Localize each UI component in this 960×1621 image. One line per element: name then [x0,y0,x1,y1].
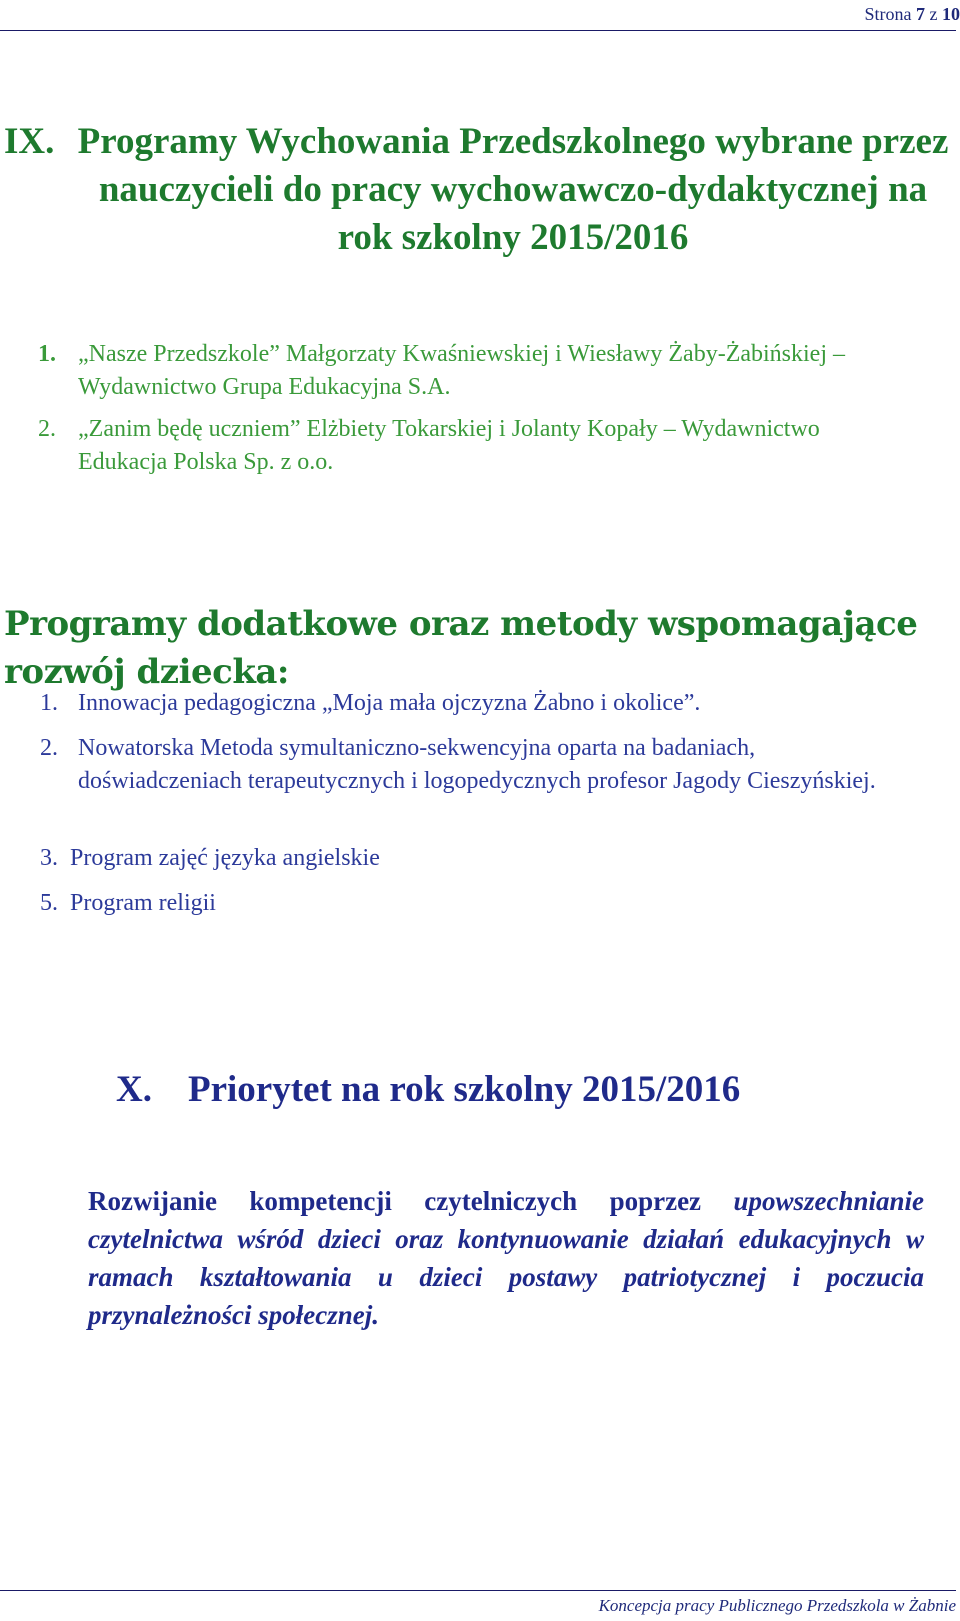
footer-divider [0,1590,956,1591]
page-current: 7 [916,4,925,24]
additional-item-5-text: Program religii [70,890,216,916]
page-number [865,4,960,25]
section-x-number: X. [116,1069,152,1110]
section-x-title: Priorytet na rok szkolny 2015/2016 [188,1069,741,1110]
footer-text: Koncepcja pracy Publicznego Przedszkola w Żabnie [598,1596,956,1615]
section-ix-item-2-text: „Zanim będę uczniem” Elżbiety Tokarskiej i Jolanty Kopały – Wydawnictwo Edukacja Polska Sp. z o.o. [78,416,820,475]
priority-rest: upowszechnianie czytelnictwa wśród dzieci oraz kontynuowanie działań edukacyjnych w ramach kształtowania u dzieci postawy patriotycznej i poczucia przynależności społecznej. [88,1186,924,1330]
additional-item-2-text: Nowatorska Metoda symultaniczno-sekwencyjna oparta na badaniach, doświadczeniach terapeutycznych i logopedycznych profesor Jagody Cieszyńskiej. [78,735,876,794]
additional-item-1-text: Innowacja pedagogiczna „Moja mała ojczyzna Żabno i okolice”. [78,690,701,716]
additional-item-3-number: 3. [40,845,58,871]
section-ix-item-2-number: 2. [38,416,56,442]
page-separator: z [929,4,938,24]
additional-item-3-text: Program zajęć języka angielskie [70,845,380,871]
section-ix-item-1-text: „Nasze Przedszkole” Małgorzaty Kwaśniewskiej i Wiesławy Żaby-Żabińskiej – Wydawnictwo Grupa Edukacyjna S.A. [78,341,846,400]
section-ix-title: Programy Wychowania Przedszkolnego wybrane przez nauczycieli do pracy wychowawczo-dydaktycznej na rok szkolny 2015/2016 [77,121,949,258]
section-ix-number: IX. [4,121,55,162]
priority-lead: Rozwijanie kompetencji czytelniczych poprzez [88,1186,702,1216]
section-ix-item-1-number: 1. [38,341,56,367]
additional-item-2-number: 2. [40,735,58,761]
additional-item-5-number: 5. [40,890,58,916]
priority-paragraph [88,1182,924,1334]
page-total: 10 [942,4,960,24]
additional-item-1-number: 1. [40,690,58,716]
page-header [0,0,956,31]
additional-programs-heading: Programy dodatkowe oraz metody wspomagające rozwój dziecka: [4,604,918,692]
page-prefix: Strona [864,4,912,24]
